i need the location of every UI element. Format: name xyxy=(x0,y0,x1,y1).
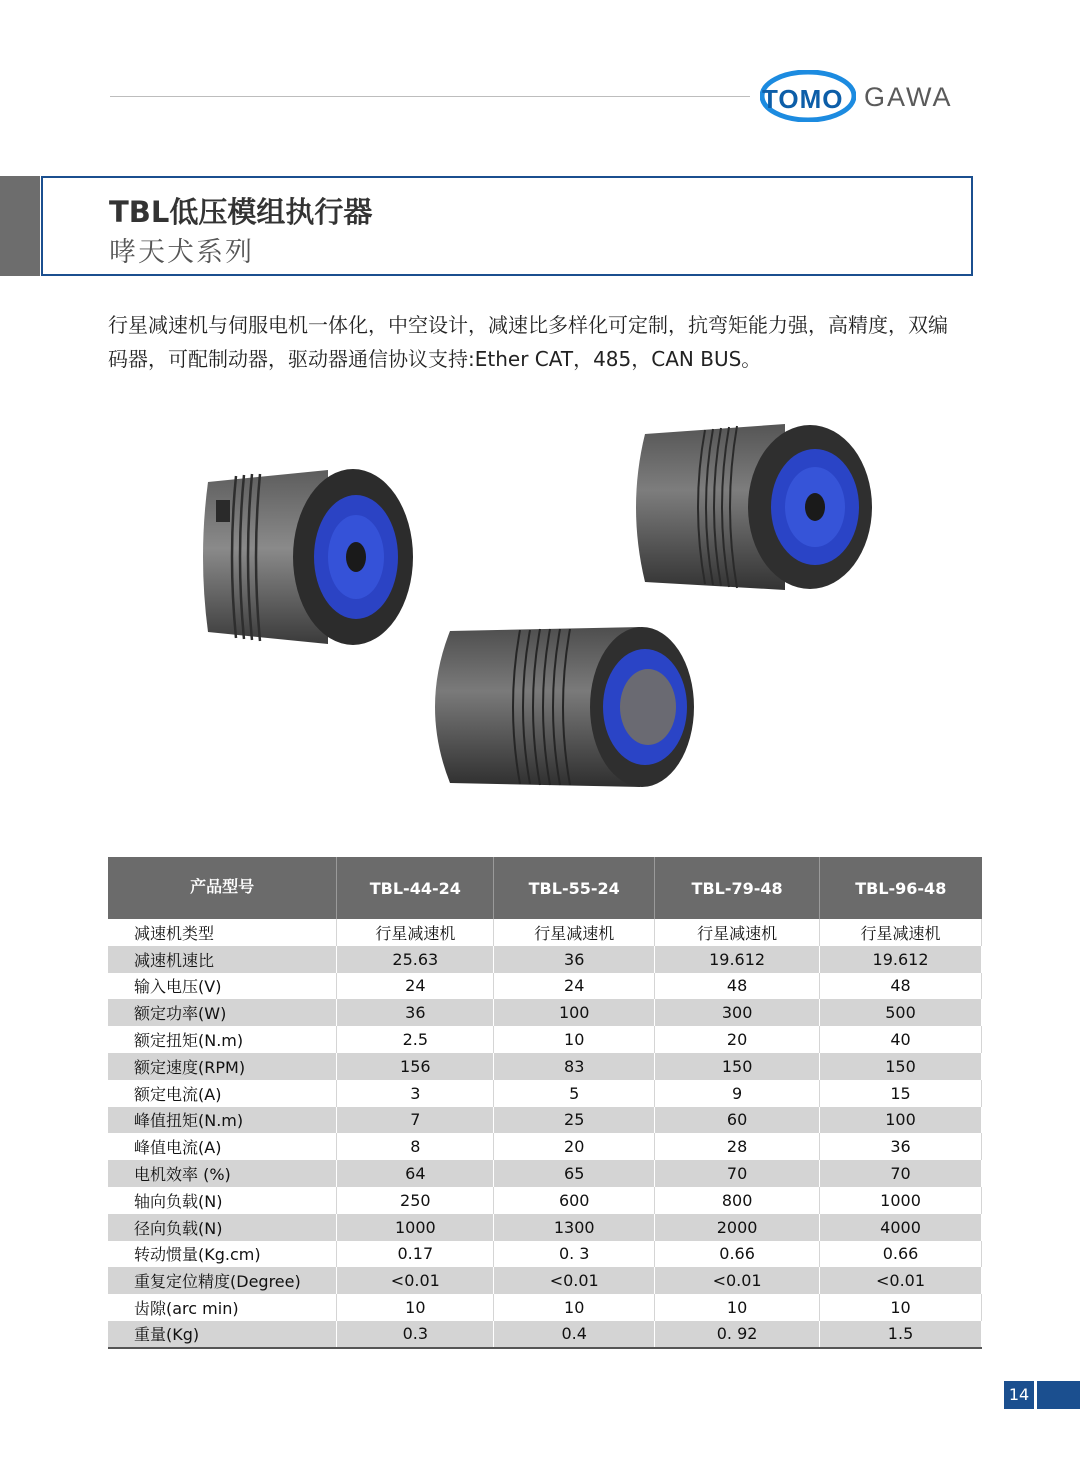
table-cell: <0.01 xyxy=(655,1267,820,1294)
table-cell: 0.4 xyxy=(494,1321,655,1348)
table-row xyxy=(108,1160,982,1187)
title-accent-block xyxy=(0,176,40,276)
table-cell: 2000 xyxy=(655,1214,820,1241)
table-cell: 83 xyxy=(494,1053,655,1080)
table-row xyxy=(108,946,982,973)
table-cell: 0. 3 xyxy=(494,1241,655,1268)
table-row xyxy=(108,1133,982,1160)
table-cell: 0.3 xyxy=(337,1321,494,1348)
row-label: 减速机类型 xyxy=(108,919,337,946)
table-row xyxy=(108,1080,982,1107)
table-cell: 行星减速机 xyxy=(655,919,820,946)
row-label: 转动惯量(Kg.cm) xyxy=(108,1241,337,1268)
row-label: 减速机速比 xyxy=(108,946,337,973)
table-cell: 36 xyxy=(494,946,655,973)
row-label: 重复定位精度(Degree) xyxy=(108,1267,337,1294)
row-label: 径向负载(N) xyxy=(108,1214,337,1241)
table-cell: 10 xyxy=(655,1294,820,1321)
table-cell: 1300 xyxy=(494,1214,655,1241)
table-cell: 100 xyxy=(494,999,655,1026)
table-cell: 10 xyxy=(337,1294,494,1321)
row-label: 额定速度(RPM) xyxy=(108,1053,337,1080)
table-cell: 19.612 xyxy=(655,946,820,973)
table-cell: 1.5 xyxy=(820,1321,982,1348)
table-cell: 9 xyxy=(655,1080,820,1107)
table-row xyxy=(108,1267,982,1294)
table-cell: 5 xyxy=(494,1080,655,1107)
table-cell: 15 xyxy=(820,1080,982,1107)
table-cell: 36 xyxy=(337,999,494,1026)
row-label: 重量(Kg) xyxy=(108,1321,337,1348)
product-description: 行星减速机与伺服电机一体化，中空设计，减速比多样化可定制，抗弯矩能力强，高精度，双编码器，可配制动器，驱动器通信协议支持:Ether CAT，485，CAN BUS。 xyxy=(108,313,948,371)
page-number-bar xyxy=(1037,1381,1080,1409)
table-row xyxy=(108,1053,982,1080)
table-cell: 70 xyxy=(820,1160,982,1187)
page-title: TBL低压模组执行器 xyxy=(109,195,373,229)
table-cell: 8 xyxy=(337,1133,494,1160)
table-cell: 48 xyxy=(655,973,820,1000)
table-cell: <0.01 xyxy=(337,1267,494,1294)
table-cell: 0.66 xyxy=(820,1241,982,1268)
table-cell: 行星减速机 xyxy=(820,919,982,946)
page-subtitle: 哮天犬系列 xyxy=(109,237,254,268)
table-cell: 600 xyxy=(494,1187,655,1214)
table-row xyxy=(108,973,982,1000)
actuator-image-medium xyxy=(420,625,700,790)
table-row xyxy=(108,1107,982,1134)
page-number: 14 xyxy=(1004,1381,1034,1409)
table-cell: <0.01 xyxy=(494,1267,655,1294)
table-row xyxy=(108,1187,982,1214)
table-cell: 40 xyxy=(820,1026,982,1053)
row-label: 轴向负载(N) xyxy=(108,1187,337,1214)
header-model-4: TBL-96-48 xyxy=(820,857,982,919)
table-row xyxy=(108,1321,982,1348)
row-label: 峰值电流(A) xyxy=(108,1133,337,1160)
table-row xyxy=(108,1294,982,1321)
table-cell: 24 xyxy=(337,973,494,1000)
table-cell: 60 xyxy=(655,1107,820,1134)
row-label: 齿隙(arc min) xyxy=(108,1294,337,1321)
table-cell: 10 xyxy=(494,1294,655,1321)
table-cell: 0. 92 xyxy=(655,1321,820,1348)
table-cell: 250 xyxy=(337,1187,494,1214)
row-label: 额定功率(W) xyxy=(108,999,337,1026)
header-model-label: 产品型号 xyxy=(108,857,337,919)
table-cell: 300 xyxy=(655,999,820,1026)
header-model-1: TBL-44-24 xyxy=(337,857,494,919)
tomogawa-logo xyxy=(760,66,970,126)
table-cell: 156 xyxy=(337,1053,494,1080)
table-cell: 24 xyxy=(494,973,655,1000)
table-cell: <0.01 xyxy=(820,1267,982,1294)
table-cell: 1000 xyxy=(337,1214,494,1241)
title-box xyxy=(41,176,973,276)
row-label: 峰值扭矩(N.m) xyxy=(108,1107,337,1134)
table-cell: 2.5 xyxy=(337,1026,494,1053)
table-cell: 7 xyxy=(337,1107,494,1134)
table-cell: 25 xyxy=(494,1107,655,1134)
table-row xyxy=(108,919,982,946)
table-cell: 64 xyxy=(337,1160,494,1187)
table-cell: 1000 xyxy=(820,1187,982,1214)
table-cell: 10 xyxy=(494,1026,655,1053)
table-cell: 19.612 xyxy=(820,946,982,973)
table-cell: 100 xyxy=(820,1107,982,1134)
actuator-image-small xyxy=(188,462,418,652)
row-label: 输入电压(V) xyxy=(108,973,337,1000)
table-row xyxy=(108,1026,982,1053)
spec-table xyxy=(108,857,982,1349)
row-label: 电机效率 (%) xyxy=(108,1160,337,1187)
logo-text-tomo: TOMO xyxy=(762,84,844,114)
table-cell: 65 xyxy=(494,1160,655,1187)
header-model-2: TBL-55-24 xyxy=(494,857,655,919)
table-cell: 25.63 xyxy=(337,946,494,973)
table-cell: 28 xyxy=(655,1133,820,1160)
row-label: 额定扭矩(N.m) xyxy=(108,1026,337,1053)
table-cell: 20 xyxy=(494,1133,655,1160)
table-cell: 3 xyxy=(337,1080,494,1107)
table-row xyxy=(108,1214,982,1241)
table-cell: 10 xyxy=(820,1294,982,1321)
table-cell: 4000 xyxy=(820,1214,982,1241)
table-row xyxy=(108,999,982,1026)
table-cell: 行星减速机 xyxy=(494,919,655,946)
table-cell: 150 xyxy=(820,1053,982,1080)
logo-text-gawa: GAWA xyxy=(864,82,953,112)
table-cell: 行星减速机 xyxy=(337,919,494,946)
table-cell: 800 xyxy=(655,1187,820,1214)
table-row xyxy=(108,1241,982,1268)
table-cell: 500 xyxy=(820,999,982,1026)
table-cell: 36 xyxy=(820,1133,982,1160)
row-label: 额定电流(A) xyxy=(108,1080,337,1107)
table-cell: 70 xyxy=(655,1160,820,1187)
table-cell: 20 xyxy=(655,1026,820,1053)
table-cell: 48 xyxy=(820,973,982,1000)
actuator-image-large xyxy=(625,422,875,592)
header-model-3: TBL-79-48 xyxy=(655,857,820,919)
table-header-row xyxy=(108,857,982,919)
table-cell: 150 xyxy=(655,1053,820,1080)
table-cell: 0.17 xyxy=(337,1241,494,1268)
table-cell: 0.66 xyxy=(655,1241,820,1268)
header-divider xyxy=(110,96,750,97)
